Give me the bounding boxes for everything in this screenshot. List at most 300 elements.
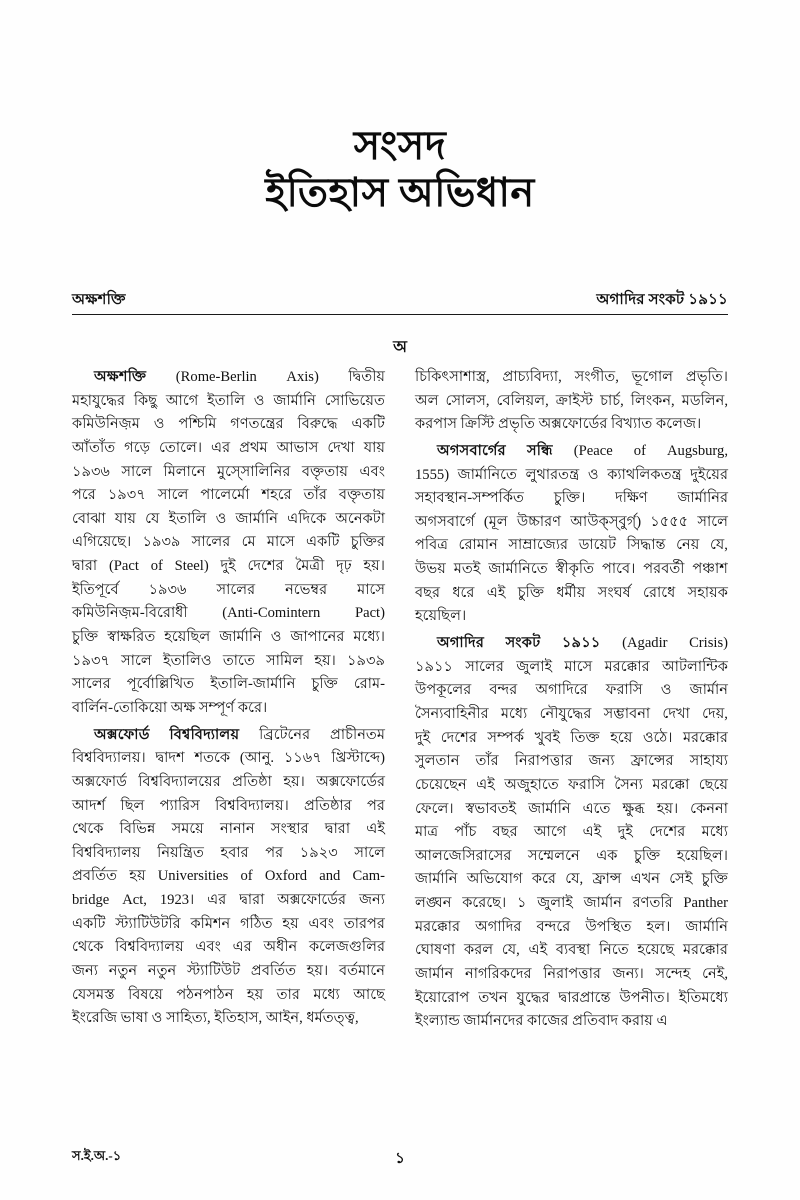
word: 1555) (415, 466, 450, 483)
word: সোভিয়েত (324, 392, 385, 409)
word: প্রবর্তিত (72, 868, 118, 885)
word: তাঁর (303, 487, 327, 504)
word: এক (596, 847, 618, 864)
word: মরক্কো (652, 776, 690, 793)
word: জার্মানি (528, 800, 571, 817)
word: নিতে (598, 942, 629, 959)
word: মুস্সোলিনির (216, 463, 291, 480)
word: এবং (359, 463, 385, 480)
word: দ্বিতীয় (348, 369, 385, 385)
text-line (72, 461, 385, 485)
word: bridge (72, 892, 110, 909)
text-line (72, 771, 385, 795)
text-line (72, 437, 385, 461)
word: of (150, 558, 163, 575)
word: চেয়েছেন (415, 776, 467, 793)
word: আগে (533, 824, 567, 841)
word: শহরে (261, 487, 292, 504)
word: অক্সফোর্ড (72, 773, 127, 790)
text-line: করপাস ক্রিস্টি প্রভৃতি অক্সফোর্ডের বিখ্যাত কলেজ। (415, 416, 702, 433)
word: এর (232, 939, 252, 956)
text-line: ইংরেজি ভাষা ও সাহিত্য, ইতিহাস, আইন, ধর্মতত্ত্ব, (72, 1010, 359, 1027)
text-line (415, 366, 728, 390)
word: তিক্ত (570, 729, 600, 746)
word: (আনু. (239, 750, 275, 767)
word: সাম্রাজ্যের (508, 537, 569, 554)
word: যে, (501, 942, 520, 959)
word: of (240, 868, 253, 885)
word: যুদ্ধের (516, 989, 550, 1006)
word: ধর্মীয় (556, 584, 586, 601)
word: মধ্যে (313, 986, 340, 1003)
word: সৈন্য (614, 776, 643, 793)
word: ডায়েট (578, 537, 617, 554)
word: এই (366, 821, 385, 838)
word: দেশের (247, 558, 284, 575)
word: এই (528, 942, 548, 959)
word: বিশ্ববিদ্যালয়ের (138, 773, 221, 790)
word: অনেকটা (335, 510, 385, 527)
word: মৈত্রী (295, 558, 325, 575)
text-line (415, 534, 728, 558)
word: সালের (216, 581, 256, 598)
text-line (72, 724, 385, 748)
word: বক্তৃতায় (338, 487, 385, 504)
word: নভেম্বর (285, 581, 328, 598)
text-line (72, 936, 385, 960)
word: নৌযুদ্ধের (539, 705, 592, 722)
word: দুই (220, 558, 236, 575)
entry-headword-word: বিশ্ববিদ্যালয় (169, 726, 240, 743)
word: হল। (646, 918, 671, 935)
text-line (415, 845, 728, 869)
text-line: ইংল্যান্ড জার্মানদের কাজের প্রতিবাদ করায় এ (415, 1013, 668, 1030)
word: of (633, 442, 646, 459)
word: মরক্কোর (415, 918, 460, 935)
word: নিরাপত্তার (543, 966, 601, 983)
word: দৃঢ় (336, 558, 352, 575)
entry-headword-word: অক্সফোর্ড (94, 726, 150, 743)
word: চুক্তি (701, 871, 728, 888)
running-head (72, 288, 728, 313)
text-line (72, 984, 385, 1008)
word: দেশের (649, 824, 686, 841)
word: কমিউনিজ়ম-বিরোধী (72, 605, 188, 622)
text-line (72, 602, 385, 626)
text-line (415, 916, 728, 940)
text-line (415, 632, 728, 656)
word: এর (211, 439, 231, 456)
dictionary-entry (415, 366, 728, 437)
word: অধীন (263, 939, 298, 956)
word: দেয়, (702, 705, 728, 722)
word: বোঝা (72, 510, 106, 527)
word: সময়ে (171, 821, 204, 838)
word: ও (270, 629, 282, 646)
word: মতই (453, 561, 481, 578)
word: ভূগোল (631, 369, 674, 385)
word: ১৫৫৫ (650, 513, 689, 530)
word: পূর্বোল্লিখিত (126, 676, 195, 693)
word: ক্ষুব্ধ (622, 800, 645, 817)
word: পর (367, 797, 385, 814)
word: বেলিয়ল, (496, 392, 549, 409)
word: এই (582, 824, 602, 841)
word: জার্মান (689, 682, 728, 699)
word: অল (415, 392, 439, 409)
word: Steel) (174, 558, 209, 575)
word: থেকে (72, 821, 104, 838)
text-line: বার্লিন-তোকিয়ো অক্ষ সম্পূর্ণ করে। (72, 699, 268, 716)
word: মধ্যে (500, 705, 528, 722)
word: সম্মেলনে (527, 847, 580, 864)
word: করেছে। (462, 895, 507, 912)
word: and (319, 868, 341, 885)
word: ইতালিও (163, 652, 212, 669)
page-number: ১ (395, 1151, 405, 1167)
word: তাঁর (475, 753, 499, 770)
word: তখন (478, 989, 508, 1006)
word: (Pact (108, 558, 139, 575)
word: (Anti-Comintern (222, 605, 321, 622)
word: মাসে (564, 658, 593, 675)
word: সালে (697, 513, 728, 530)
word: ছেয়ে (698, 776, 728, 793)
word: অগাদির (475, 918, 522, 935)
word: সহাবস্থান-সম্পর্কিত (415, 490, 525, 507)
word: Augsburg, (667, 442, 728, 459)
word: সোলস, (445, 392, 490, 409)
text-line (72, 531, 385, 555)
word: পরে (72, 487, 96, 504)
word: কেননা (690, 800, 728, 817)
word: থেকে (72, 939, 104, 956)
word: নতুন (108, 963, 138, 980)
word: এই (486, 584, 506, 601)
dictionary-entry (72, 724, 385, 1031)
word: নিয়ন্ত্রিত (157, 844, 204, 861)
word: পাবে। (601, 561, 636, 578)
dictionary-entry (72, 366, 385, 721)
word: জার্মানি (685, 918, 728, 935)
word: ১৯৩৬ (72, 463, 110, 480)
text-line (415, 703, 728, 727)
word: মডলিন, (681, 392, 728, 409)
word: প্রাচীনতম (330, 726, 385, 743)
word: হয়েছে (637, 942, 675, 959)
text-line (72, 650, 385, 674)
word: স্বাক্ষরিত (107, 629, 156, 646)
word: (Peace (573, 442, 613, 459)
word: পরবর্তী (643, 561, 685, 578)
word: হয়েছিল (164, 629, 211, 646)
word: ১৯২৩ (299, 844, 338, 861)
word: করে (531, 871, 556, 888)
word: এগিয়েছে। (72, 534, 132, 551)
word: যেসমস্ত (72, 986, 115, 1003)
word: ১৯৩৭ (72, 652, 110, 669)
word: হয় (246, 986, 264, 1003)
header-divider-rule (72, 314, 728, 315)
text-line (415, 487, 728, 511)
word: উচ্চারণ (516, 513, 562, 530)
word: জন্য (358, 892, 385, 909)
word: এবং (308, 915, 334, 932)
word: দ্বারা (324, 821, 351, 838)
word: নিরাপত্তার (514, 753, 573, 770)
word: ফেলে। (415, 800, 454, 817)
text-line (415, 868, 728, 892)
word: দুই (415, 729, 431, 746)
word: এবং (195, 939, 221, 956)
word: অগাদিরে (535, 682, 588, 699)
word: সংগীত, (574, 369, 619, 385)
word: মাত্র (415, 824, 439, 841)
entry-headword-word: ১৯১১ (561, 635, 601, 652)
word: ক্যাথলিকতন্ত্র (607, 466, 682, 483)
word: এদিকে (287, 510, 327, 527)
book-title-block (0, 0, 800, 216)
entry-headword-word: অগাদির (437, 635, 485, 652)
word: ১৯১১ (415, 658, 453, 675)
word: এর (207, 892, 227, 909)
word: মধ্যে। (353, 629, 385, 646)
word: কিছু (133, 392, 158, 409)
word: তার (276, 986, 300, 1003)
word: ও (587, 466, 599, 483)
word: প্রতিষ্ঠা (232, 773, 272, 790)
word: Pact) (354, 605, 385, 622)
word: বছর (415, 584, 440, 601)
word: জন্য (588, 753, 615, 770)
word: ১৯৩৬ (148, 581, 187, 598)
word: স্বীকৃতি (555, 561, 595, 578)
text-line (415, 987, 728, 1011)
word: প্রথম (239, 439, 268, 456)
text-line (415, 464, 728, 488)
text-line (72, 366, 385, 390)
word: চুক্তি (517, 584, 544, 601)
word: (Rome-Berlin (175, 369, 257, 385)
word: দ্বাদশ (155, 750, 185, 767)
word: নাগরিকদের (465, 966, 532, 983)
word: একটি (72, 915, 106, 932)
text-line (415, 582, 728, 606)
word: আগে (165, 392, 199, 409)
word: দেখা (662, 705, 690, 722)
dictionary-entry (415, 440, 728, 629)
word: পঞ্চাশ (692, 561, 728, 578)
word: ফরাসি (568, 776, 605, 793)
word: ঘোষণা (415, 942, 456, 959)
word: রোমান (458, 537, 498, 554)
word: মাসে (266, 534, 295, 551)
word: আউক্স্‌বুর্গ্‌) (570, 513, 642, 530)
word: রণতরি (632, 895, 673, 912)
word: ফরাসি (605, 682, 643, 699)
word: দুই (617, 824, 633, 841)
word: জুলাই (516, 658, 553, 675)
word: আদর্শ (72, 797, 106, 814)
word: অক্সফোর্ডের (277, 892, 347, 909)
word: জুলাই (537, 895, 573, 912)
section-letter: অ (393, 339, 407, 356)
word: হয়ে (610, 729, 633, 746)
word: জার্মানি (219, 629, 262, 646)
word: চুক্তি (634, 847, 661, 864)
word: লুথারতন্ত্র (525, 466, 580, 483)
word: দক্ষিণ (615, 490, 648, 507)
word: সিদ্ধান্ত (626, 537, 666, 554)
word: হয়। (314, 652, 336, 669)
word: একটি (305, 534, 340, 551)
text-line (415, 656, 728, 680)
word: জার্মানি (415, 871, 458, 888)
word: কমিউনিজ়ম (72, 416, 140, 433)
word: সামিল (266, 652, 304, 669)
signature-mark: স.ই.অ.-১ (72, 1148, 122, 1163)
word: Oxford (264, 868, 308, 885)
word: জার্মান (583, 895, 622, 912)
word: নতুন (147, 963, 177, 980)
text-line (72, 508, 385, 532)
text-line (415, 939, 728, 963)
word: কমিশন (190, 915, 231, 932)
word: ও (153, 416, 165, 433)
word: খ্রিস্টাব্দে) (331, 750, 385, 767)
entry-headword-word: অগসবার্গের (437, 442, 506, 459)
word: প্রবর্তিত (250, 963, 297, 980)
word: হয়। (283, 773, 305, 790)
word: Panther (683, 895, 728, 912)
word: দেশের (440, 729, 477, 746)
dictionary-entry (415, 632, 728, 1034)
word: চিকিৎসাশাস্ত্র, (415, 369, 490, 385)
word: Crisis) (689, 635, 728, 652)
text-line (415, 390, 728, 414)
word: হয়েছিল। (676, 847, 728, 864)
word: ১১৬৭ (283, 750, 322, 767)
word: উপনীত। (619, 989, 670, 1006)
text-line (415, 558, 728, 582)
word: গণতন্ত্রের (230, 416, 284, 433)
word: বিরুদ্ধে (297, 416, 338, 433)
word: মরক্কোর (682, 729, 728, 746)
word: সন্দেহ (655, 966, 691, 983)
text-line (72, 889, 385, 913)
word: শতকে (194, 750, 231, 767)
word: হয়। (363, 558, 385, 575)
word: এখন (630, 871, 660, 888)
word: যায় (114, 510, 136, 527)
word: একটি (351, 416, 385, 433)
word: এই (476, 776, 495, 793)
word: ১ (516, 895, 527, 912)
word: পশ্চিমি (178, 416, 217, 433)
word: চুক্তি (311, 676, 338, 693)
word: তাতে (222, 652, 255, 669)
word: অক্সফোর্ডের (316, 773, 385, 790)
word: অজুহাতে (504, 776, 559, 793)
word: জার্মান (415, 966, 454, 983)
word: হয় (282, 915, 299, 932)
text-line (415, 798, 728, 822)
word: মে (241, 534, 256, 551)
text-line (72, 842, 385, 866)
text-line (72, 413, 385, 437)
column-left (72, 366, 385, 1034)
word: ফ্রান্সের (630, 753, 674, 770)
word: স্বভাবতই (465, 800, 517, 817)
word: ওঠে। (642, 729, 673, 746)
word: বন্দর (489, 682, 518, 699)
word: সম্ভাবনা (603, 705, 651, 722)
word: হবার (220, 844, 249, 861)
word: বিভিন্ন (119, 821, 156, 838)
word: আটলান্টিক (662, 658, 728, 675)
text-line (72, 390, 385, 414)
word: হয় (129, 868, 146, 885)
word: উভয় (415, 561, 446, 578)
word: খুবই (534, 729, 560, 746)
word: জন্য (72, 963, 98, 980)
text-line (72, 960, 385, 984)
word: দ্বারা (72, 558, 98, 575)
word: স্ট্যাটিউট (187, 963, 241, 980)
book-title-line-2: ইতিহাস অভিধান (265, 170, 535, 216)
word: মধ্যে (701, 824, 728, 841)
word: সালে (157, 487, 189, 504)
word: ব্যবস্থা (555, 942, 591, 959)
word: উপকূলের (415, 682, 472, 699)
word: ইতালি-জার্মানি (210, 676, 296, 693)
word: সালে (121, 463, 153, 480)
word: ১৯৩৭ (107, 487, 146, 504)
text-line (415, 727, 728, 751)
word: প্রতিষ্ঠার (304, 797, 352, 814)
word: গড়ে (124, 439, 150, 456)
word: ইতিপূর্বে (72, 581, 119, 598)
word: চার্চ, (600, 392, 624, 409)
word: বন্দরে (536, 918, 571, 935)
word: আলজেসিরাসের (415, 847, 512, 864)
text-line: হয়েছিল। (415, 608, 467, 625)
text-line (72, 747, 385, 771)
word: জাপানের (290, 629, 345, 646)
word: তোলে। (158, 439, 203, 456)
text-line (72, 795, 385, 819)
word: বিশ্ববিদ্যালয় (115, 939, 184, 956)
entry-headword-word: সন্ধি (526, 442, 553, 459)
word: পাঁচ (454, 824, 477, 841)
word: ১৯৩৯ (142, 534, 181, 551)
word: ও (253, 392, 265, 409)
word: ক্রাইস্ট (555, 392, 594, 409)
text-line (415, 963, 728, 987)
word: সালের (72, 676, 111, 693)
word: ধরে (452, 584, 475, 601)
word: Universities (157, 868, 229, 885)
text-line (72, 484, 385, 508)
word: সুলতান (415, 753, 460, 770)
word: লঙ্ঘন (415, 895, 452, 912)
word: ফ্রান্স (592, 871, 622, 888)
word: মরক্কোর (604, 658, 650, 675)
word: Axis) (286, 369, 319, 385)
word: বিষয়ে (128, 986, 163, 1003)
word: করল (463, 942, 494, 959)
word: কলেজগুলির (308, 939, 385, 956)
